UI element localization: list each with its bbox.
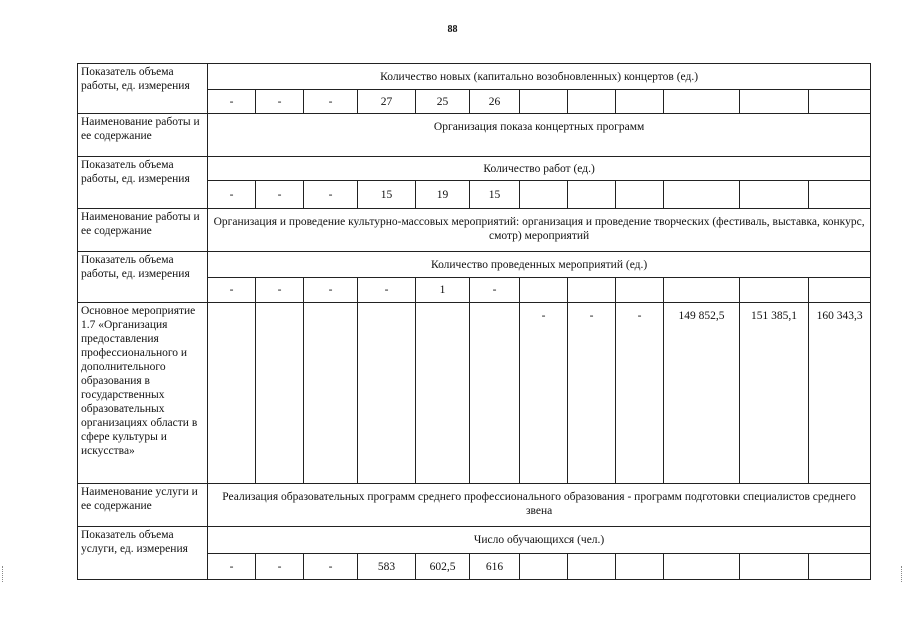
value-cell: 149 852,5 (664, 303, 740, 484)
indicator-heading: Число обучающихся (чел.) (208, 527, 871, 554)
service-name: Реализация образовательных программ среднего профессионального образования - программ подготовки специалистов среднего звена (208, 484, 871, 527)
program-table (77, 63, 871, 580)
value-cell: - (208, 181, 256, 209)
scan-edge-mark (901, 566, 905, 582)
value-cell: 15 (470, 181, 520, 209)
value-cell (616, 181, 664, 209)
row-label: Наименование работы и ее содержание (78, 209, 208, 252)
value-cell: - (520, 303, 568, 484)
value-cell: 15 (358, 181, 416, 209)
row-label: Показатель объема работы, ед. измерения (78, 157, 208, 209)
work-name: Организация и проведение культурно-массовых мероприятий: организация и проведение творческих (фестиваль, выставка, конкурс, смотр) мероприятий (208, 209, 871, 252)
value-cell (568, 90, 616, 114)
row-label: Показатель объема работы, ед. измерения (78, 252, 208, 303)
value-cell: - (568, 303, 616, 484)
indicator-heading: Количество новых (капитально возобновленных) концертов (ед.) (208, 64, 871, 90)
value-cell (358, 303, 416, 484)
page-number: 88 (447, 24, 458, 35)
value-cell (740, 554, 809, 580)
value-cell: - (256, 181, 304, 209)
value-cell (520, 181, 568, 209)
value-cell (208, 303, 256, 484)
value-cell (616, 278, 664, 303)
work-name: Организация показа концертных программ (208, 114, 871, 157)
value-cell (520, 554, 568, 580)
row-label: Наименование услуги и ее содержание (78, 484, 208, 527)
value-cell: - (616, 303, 664, 484)
value-cell (256, 303, 304, 484)
value-cell: - (304, 181, 358, 209)
value-cell: - (208, 90, 256, 114)
value-cell (304, 303, 358, 484)
value-cell: - (304, 554, 358, 580)
value-cell (809, 278, 871, 303)
value-cell: 26 (470, 90, 520, 114)
value-cell (416, 303, 470, 484)
value-cell (616, 90, 664, 114)
row-label: Показатель объема работы, ед. измерения (78, 64, 208, 114)
value-cell: 602,5 (416, 554, 470, 580)
value-cell (568, 181, 616, 209)
value-cell: 19 (416, 181, 470, 209)
event-row (78, 303, 871, 484)
value-cell: - (208, 554, 256, 580)
row-label: Показатель объема услуги, ед. измерения (78, 527, 208, 580)
scan-edge-mark (2, 566, 6, 582)
value-cell (664, 278, 740, 303)
value-cell: 583 (358, 554, 416, 580)
value-cell: - (470, 278, 520, 303)
value-cell: - (304, 90, 358, 114)
value-cell: 1 (416, 278, 470, 303)
value-cell (568, 278, 616, 303)
value-cell (740, 278, 809, 303)
value-cell (664, 181, 740, 209)
value-cell (740, 90, 809, 114)
value-cell: 27 (358, 90, 416, 114)
value-cell: - (358, 278, 416, 303)
event-label: Основное мероприятие 1.7 «Организация предоставления профессионального и дополнительного образования в государственных образовательных организациях области в сфере культуры и искусства» (78, 303, 208, 484)
indicator-heading: Количество проведенных мероприятий (ед.) (208, 252, 871, 278)
value-cell (568, 554, 616, 580)
row-label: Наименование работы и ее содержание (78, 114, 208, 157)
value-cell: - (256, 554, 304, 580)
value-cell (616, 554, 664, 580)
value-cell (664, 554, 740, 580)
value-cell (664, 90, 740, 114)
value-cell: 151 385,1 (740, 303, 809, 484)
value-cell (740, 181, 809, 209)
value-cell (520, 278, 568, 303)
value-cell (470, 303, 520, 484)
value-cell: - (256, 90, 304, 114)
value-cell: - (208, 278, 256, 303)
value-cell: - (256, 278, 304, 303)
indicator-heading: Количество работ (ед.) (208, 157, 871, 181)
value-cell (809, 90, 871, 114)
value-cell: 25 (416, 90, 470, 114)
value-cell: 160 343,3 (809, 303, 871, 484)
value-cell: 616 (470, 554, 520, 580)
value-cell (809, 554, 871, 580)
value-cell (809, 181, 871, 209)
value-cell: - (304, 278, 358, 303)
value-cell (520, 90, 568, 114)
